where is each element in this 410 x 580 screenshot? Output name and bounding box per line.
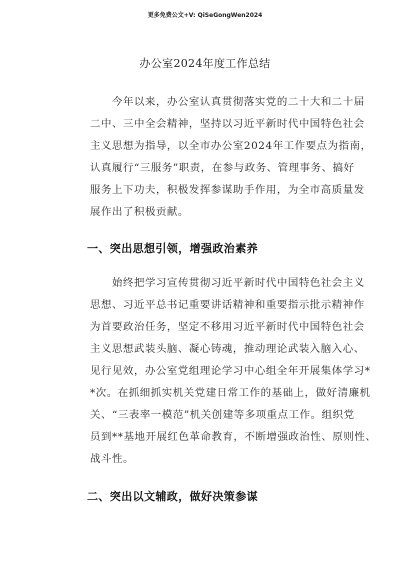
document-title: 办公室2024年度工作总结 xyxy=(139,57,271,70)
intro-line: 认真履行“三服务”职责，在参与政务、管理事务、搞好 xyxy=(90,162,355,174)
section1-line: 思想、习近平总书记重要讲话精神和重要指示批示精神作 xyxy=(90,299,365,311)
header-note: 更多免费公文+V: QiSeGongWen2024 xyxy=(147,12,263,19)
section1-line: 战斗性。 xyxy=(90,453,134,465)
section1-line: 为首要政治任务，坚定不移用习近平新时代中国特色社会 xyxy=(90,321,365,333)
section-heading-1: 一、突出思想引领，增强政治素养 xyxy=(87,242,258,255)
section-heading-2: 二、突出以文辅政，做好决策参谋 xyxy=(87,490,258,503)
section1-line: 主义思想武装头脑、凝心铸魂，推动理论武装入脑入心、 xyxy=(90,343,365,355)
section1-line: *次。在抓细抓实机关党建日常工作的基础上，做好清廉机 xyxy=(90,387,371,399)
section1-line: 见行见效，办公室党组理论学习中心组全年开展集体学习* xyxy=(90,365,371,377)
intro-line: 今年以来，办公室认真贯彻落实党的二十大和二十届 xyxy=(112,96,365,108)
intro-line: 服务上下功夫，积极发挥参谋助手作用，为全市高质量发 xyxy=(90,184,365,196)
section1-line: 始终把学习宣传贯彻习近平新时代中国特色社会主义 xyxy=(112,277,365,289)
intro-line: 展作出了积极贡献。 xyxy=(90,206,189,218)
intro-line: 二中、三中全会精神，坚持以习近平新时代中国特色社会 xyxy=(90,118,365,130)
intro-line: 主义思想为指导，以全市办公室2024年工作要点为指南， xyxy=(90,140,372,152)
section1-line: 员到**基地开展红色革命教育，不断增强政治性、原则性、 xyxy=(90,431,377,443)
section1-line: 关、“三表率一模范”机关创建等多项重点工作。组织党 xyxy=(90,409,355,421)
